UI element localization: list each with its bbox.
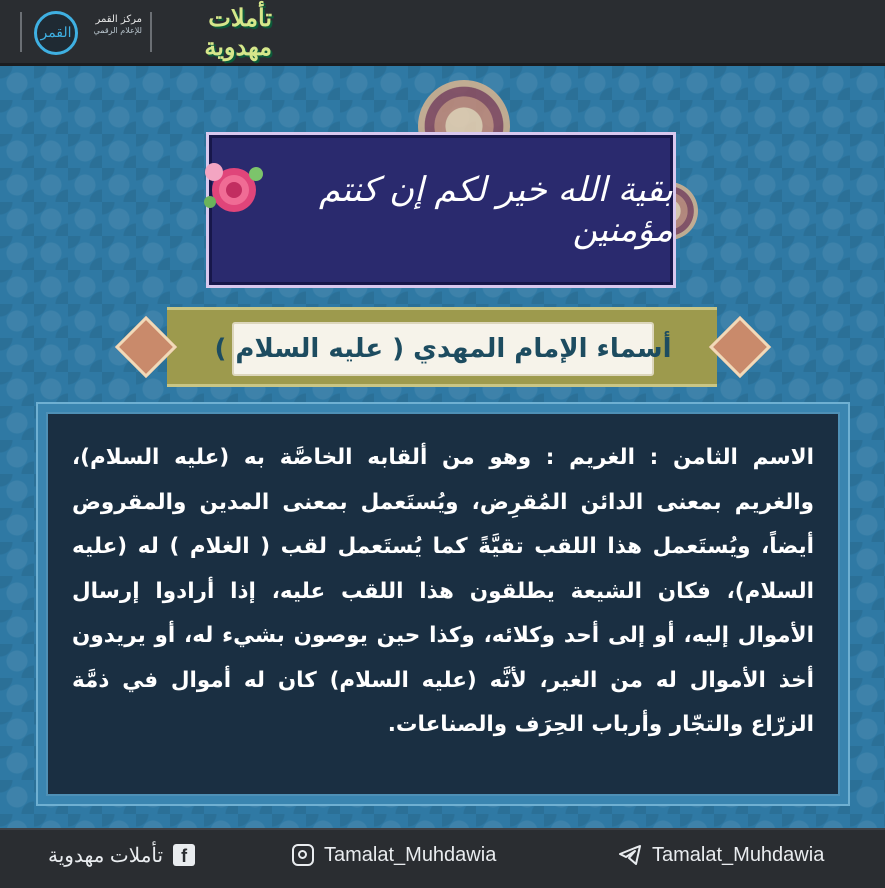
center-subtitle: للإعلام الرقمي	[93, 26, 142, 35]
telegram-link[interactable]	[618, 838, 824, 872]
text-panel	[46, 412, 840, 796]
bottom-bar	[0, 828, 885, 888]
divider	[20, 12, 22, 52]
title-box	[214, 322, 672, 376]
instagram-icon	[292, 844, 314, 866]
center-logo-text: القمر	[40, 25, 72, 41]
instagram-link[interactable]	[292, 838, 496, 872]
page-title: أسماء الإمام المهدي ( عليه السلام )	[214, 334, 672, 364]
calligraphy-banner	[206, 132, 676, 288]
center-name-text: مركز القمر	[95, 14, 142, 25]
center-logo	[34, 11, 78, 55]
center-name	[82, 14, 142, 36]
telegram-label: Tamalat_Muhdawia	[652, 843, 825, 866]
instagram-label: Tamalat_Muhdawia	[324, 843, 497, 866]
body-paragraph: الاسم الثامن : الغريم : وهو من ألقابه الخاصَّة به (عليه السلام)، والغريم بمعنى الدائن المُقرِض، ويُستَعمل بمعنى المدين والمقروض أيضاً، ويُستَعمل هذا اللقب تقيَّةً كما يُستَعمل لقب ( الغلام ) له (عليه السلام)، فكان الشيعة يطلقون هذا اللقب عليه، إذا أرادوا إرسال الأموال إليه، أو إلى أحد وكلائه، وكذا حين يوصون بشيء له، أو يريدون أخذ الأموال له من الغير، لأنَّه (عليه السلام) كان له أموال في ذمَّة الزرّاع والتجّار وأرباب الحِرَف والصناعات.	[72, 445, 814, 737]
calligraphy-text: بقية الله خير لكم إن كنتم مؤمنين	[318, 170, 673, 250]
top-bar	[0, 0, 885, 66]
facebook-label: تأملات مهدوية	[48, 844, 164, 867]
telegram-icon	[618, 844, 642, 866]
brand-logo: تأملات مهدوية	[204, 3, 272, 61]
divider	[150, 12, 152, 52]
facebook-icon: f	[173, 844, 195, 866]
flower-icon	[198, 152, 270, 222]
facebook-link[interactable]	[48, 838, 195, 872]
